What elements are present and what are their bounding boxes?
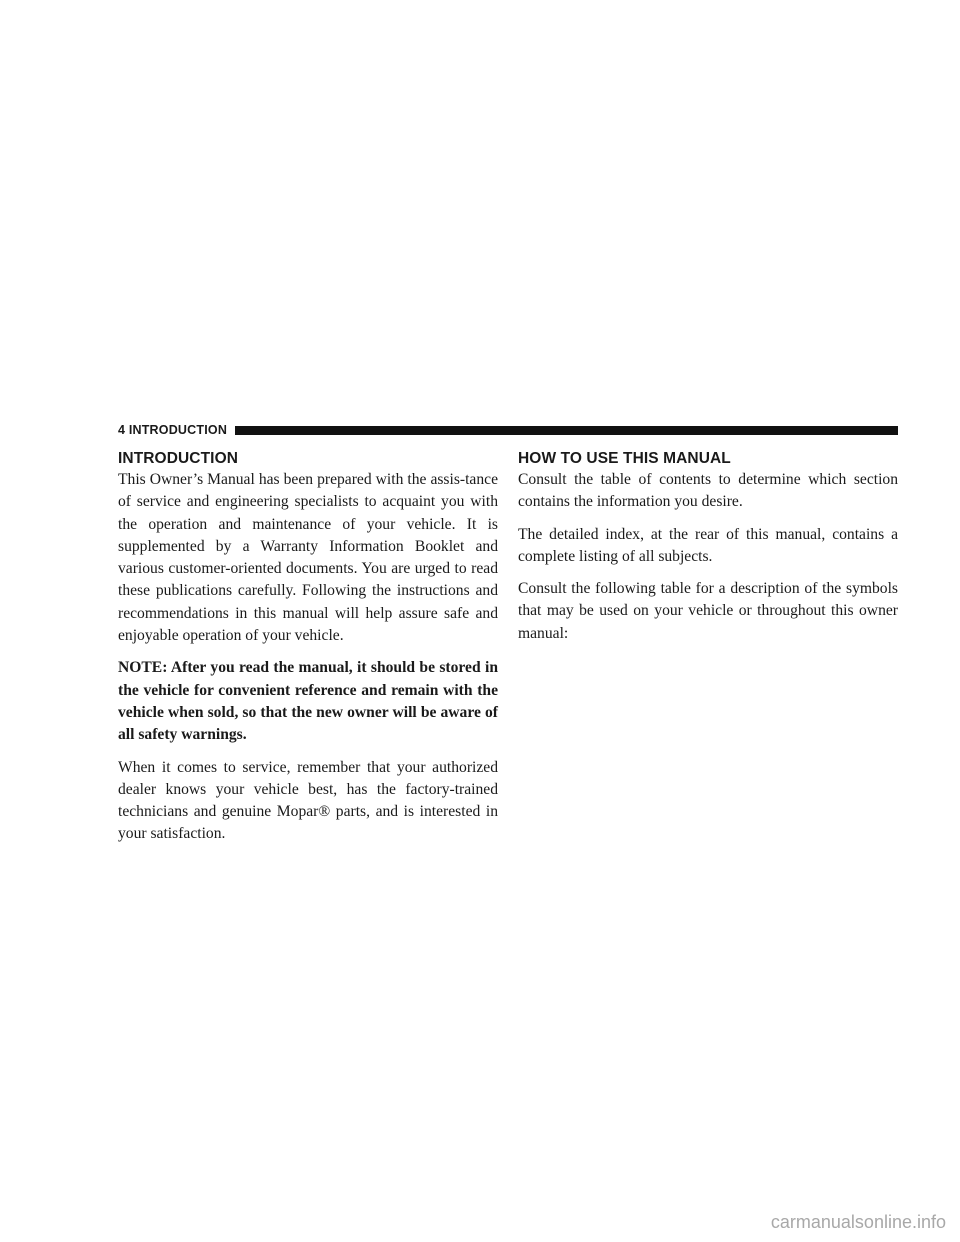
- service-paragraph: When it comes to service, remember that your authorized dealer knows your vehicle best, has the factory-trained technicians and genuine Mopar® parts, and is interested in your satisfaction.: [118, 758, 498, 843]
- page-number-section-label: 4 INTRODUCTION: [118, 423, 228, 437]
- how-to-use-heading: HOW TO USE THIS MANUAL: [518, 450, 731, 467]
- index-paragraph: The detailed index, at the rear of this manual, contains a complete listing of all subjects.: [518, 525, 898, 565]
- introduction-heading: INTRODUCTION: [118, 450, 239, 467]
- watermark-text: carmanualsonline.info: [770, 1212, 946, 1232]
- introduction-paragraph: This Owner’s Manual has been prepared with the assis-tance of service and engineering specialists to acquaint you with the operation and maintenance of your vehicle. It is supplemented by a Warranty Information Booklet and various customer-oriented documents. You are urged to read these publications carefully. Following the instructions and recommendations in this manual will help assure safe and enjoyable operation of your vehicle.: [118, 471, 498, 645]
- note-paragraph: NOTE: After you read the manual, it should be stored in the vehicle for convenient reference and remain with the vehicle when sold, so that the new owner will be aware of all safety warnings.: [118, 659, 498, 744]
- running-header: [118, 421, 898, 439]
- header-rule: [235, 426, 898, 435]
- table-of-contents-paragraph: Consult the table of contents to determine which section contains the information you desire.: [518, 471, 898, 511]
- symbols-paragraph: Consult the following table for a description of the symbols that may be used on your vehicle or throughout this owner manual:: [518, 580, 898, 642]
- left-column: [118, 450, 498, 856]
- right-column: [518, 450, 898, 655]
